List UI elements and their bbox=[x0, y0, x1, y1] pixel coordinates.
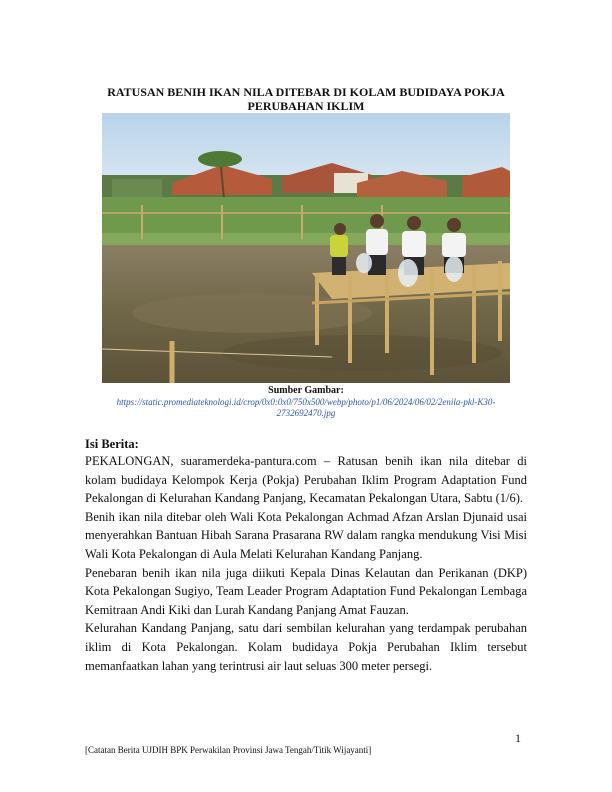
article-title-line-1: RATUSAN BENIH IKAN NILA DITEBAR DI KOLAM BUDIDAYA POKJA bbox=[107, 85, 505, 99]
page-number: 1 bbox=[515, 731, 521, 745]
article-photo bbox=[102, 113, 510, 383]
article-title-line-2: PERUBAHAN IKLIM bbox=[247, 99, 365, 113]
article-title bbox=[96, 85, 516, 113]
paragraph-4: Kelurahan Kandang Panjang, satu dari sembilan kelurahan yang terdampak perubahan iklim di Kota Pekalongan. Kolam budidaya Pokja Perubahan Iklim tersebut memanfaatkan lahan yang terintrusi air laut seluas 300 meter persegi. bbox=[85, 621, 527, 673]
article-body bbox=[85, 452, 527, 675]
image-source-url-line-2[interactable]: 2732692470.jpg bbox=[276, 408, 336, 418]
image-source-url-line-1[interactable]: https://static.promediateknologi.id/crop/0x0:0x0/750x500/webp/photo/p1/06/2024/06/02/2enila-pkl-K30- bbox=[116, 397, 496, 407]
image-source-label: Sumber Gambar: bbox=[268, 385, 344, 396]
paragraph-3: Penebaran benih ikan nila juga diikuti Kepala Dinas Kelautan dan Perikanan (DKP) Kota Pekalongan Sugiyo, Team Leader Program Adaptation Fund Pekalongan Lembaga Kemitraan Andi Kiki dan Lurah Kandang Panjang Amat Fauzan. bbox=[85, 565, 527, 617]
paragraph-1: PEKALONGAN, suaramerdeka-pantura.com – Ratusan benih ikan nila ditebar di kolam budidaya Kelompok Kerja (Pokja) Perubahan Iklim Program Adaptation Fund Pekalongan di Kelurahan Kandang Panjang, Kecamatan Pekalongan Utara, Sabtu (1/6). bbox=[85, 454, 527, 506]
page-footer: [Catatan Berita UJDIH BPK Perwakilan Provinsi Jawa Tengah/Titik Wijayanti] bbox=[85, 745, 372, 755]
paragraph-2: Benih ikan nila ditebar oleh Wali Kota Pekalongan Achmad Afzan Arslan Djunaid usai menyerahkan Bantuan Hibah Sarana Prasarana RW dalam rangka mendukung Visi Misi Wali Kota Pekalongan di Aula Melati Kelurahan Kandang Panjang. bbox=[85, 509, 527, 561]
section-heading: Isi Berita: bbox=[85, 437, 139, 451]
image-source-url[interactable] bbox=[90, 397, 522, 419]
